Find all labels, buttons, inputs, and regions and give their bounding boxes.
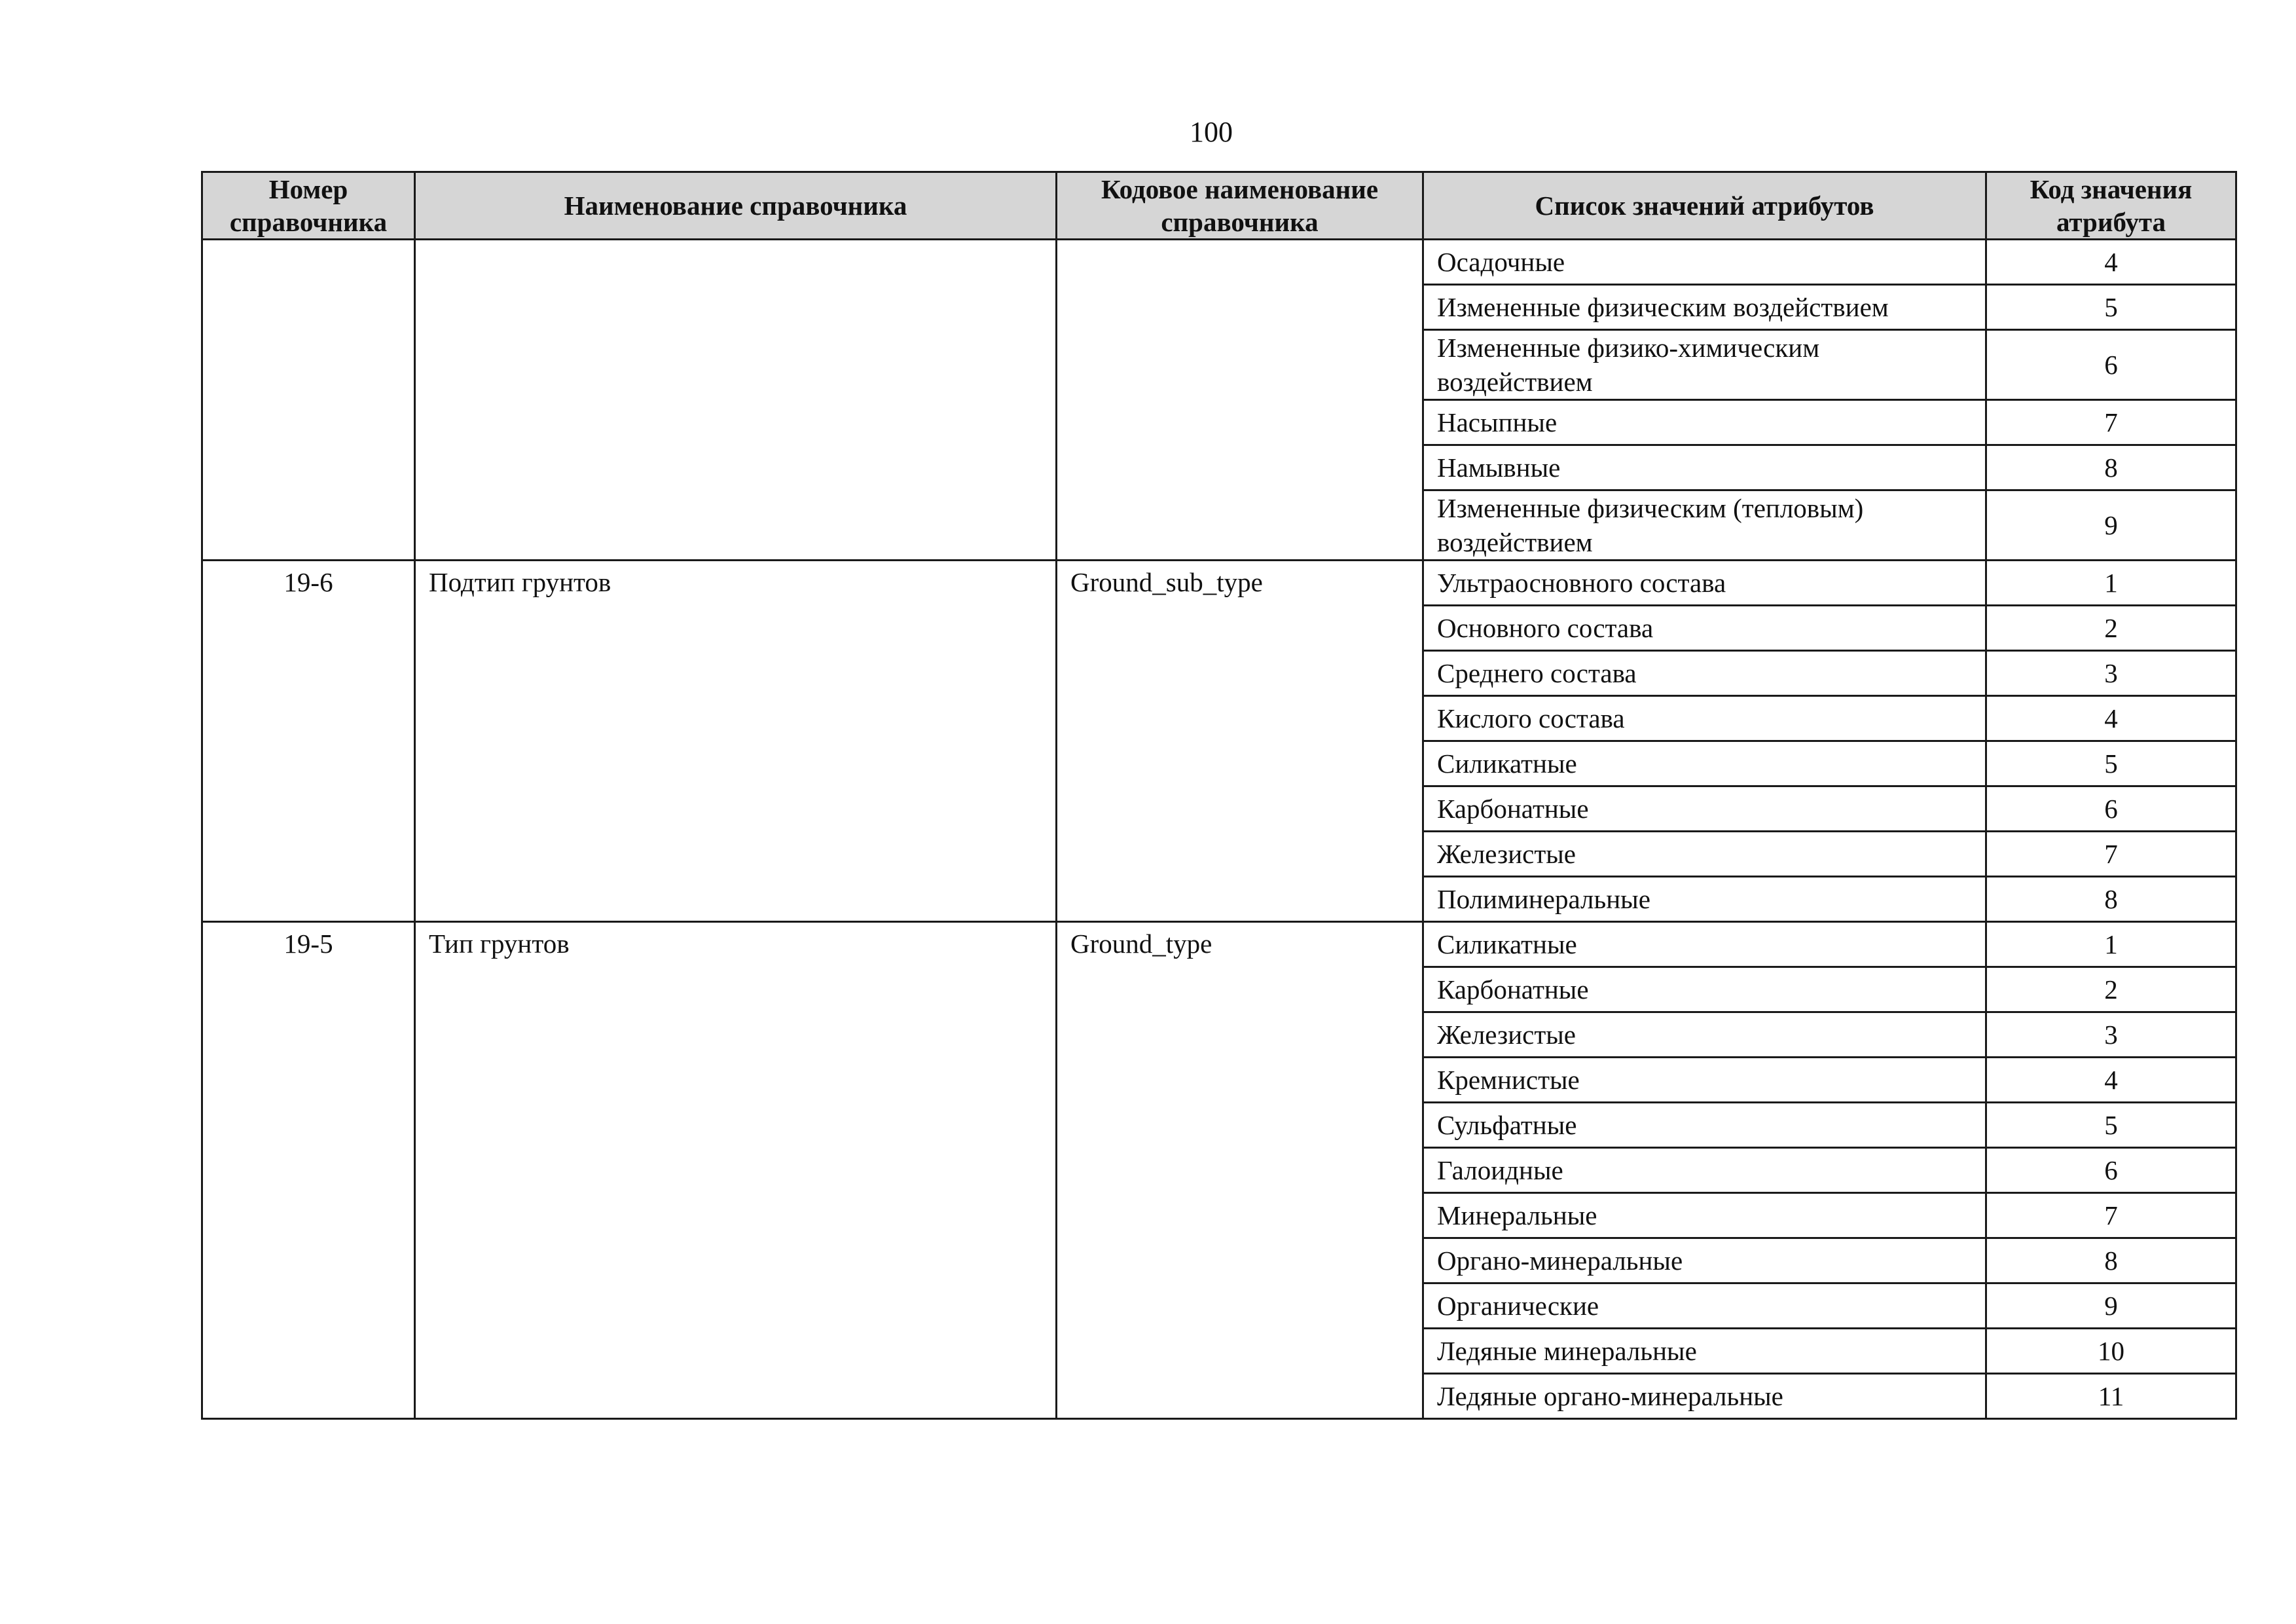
attribute-code: 9 [1986,490,2236,561]
attribute-code: 2 [1986,967,2236,1012]
attribute-value: Намывные [1423,445,1986,490]
attribute-code: 6 [1986,1148,2236,1193]
attribute-code: 1 [1986,561,2236,606]
attribute-value: Ультраосновного состава [1423,561,1986,606]
attribute-value: Ледяные минеральные [1423,1329,1986,1374]
attribute-value: Ледяные органо-минеральные [1423,1374,1986,1419]
attribute-code: 7 [1986,832,2236,877]
attribute-value: Сульфатные [1423,1103,1986,1148]
attribute-value: Кислого состава [1423,696,1986,741]
attribute-value: Полиминеральные [1423,877,1986,922]
header-row [202,172,2236,240]
attribute-code: 5 [1986,741,2236,786]
attribute-code: 8 [1986,1238,2236,1283]
page-number: 100 [1190,116,1233,148]
attribute-value: Карбонатные [1423,967,1986,1012]
attribute-code: 6 [1986,786,2236,832]
table-row [202,922,2236,967]
attribute-value: Насыпные [1423,400,1986,445]
attribute-value: Осадочные [1423,240,1986,285]
attribute-value: Основного состава [1423,606,1986,651]
directory-number: 19-5 [202,922,415,1419]
attribute-value: Минеральные [1423,1193,1986,1238]
attribute-code: 10 [1986,1329,2236,1374]
attribute-code: 3 [1986,1012,2236,1058]
directory-name: Подтип грунтов [415,561,1057,922]
attribute-value: Среднего состава [1423,651,1986,696]
attribute-code: 7 [1986,400,2236,445]
directory-number: 19-6 [202,561,415,922]
attribute-code: 4 [1986,1058,2236,1103]
attribute-value: Железистые [1423,832,1986,877]
header-code-name: Кодовое наименование справочника [1057,172,1423,240]
attribute-code: 3 [1986,651,2236,696]
directory-code-name [1057,240,1423,561]
table-body [202,240,2236,1419]
directory-name [415,240,1057,561]
attribute-code: 5 [1986,1103,2236,1148]
table-row [202,561,2236,606]
directory-name: Тип грунтов [415,922,1057,1419]
attribute-value: Силикатные [1423,741,1986,786]
table-row [202,240,2236,285]
attribute-value: Карбонатные [1423,786,1986,832]
attribute-value: Кремнистые [1423,1058,1986,1103]
attribute-value: Измененные физическим воздействием [1423,285,1986,330]
attribute-value: Железистые [1423,1012,1986,1058]
attribute-value: Измененные физико-химическим воздействием [1423,330,1986,400]
header-number: Номер справочника [202,172,415,240]
header-values: Список значений атрибутов [1423,172,1986,240]
attribute-value: Органо-минеральные [1423,1238,1986,1283]
header-name: Наименование справочника [415,172,1057,240]
attribute-code: 1 [1986,922,2236,967]
attribute-code: 2 [1986,606,2236,651]
header-value-code: Код значения атрибута [1986,172,2236,240]
attribute-value: Галоидные [1423,1148,1986,1193]
attribute-code: 4 [1986,240,2236,285]
attribute-code: 5 [1986,285,2236,330]
attribute-code: 6 [1986,330,2236,400]
attribute-code: 11 [1986,1374,2236,1419]
directory-code-name: Ground_sub_type [1057,561,1423,922]
attribute-value: Органические [1423,1283,1986,1329]
attribute-code: 4 [1986,696,2236,741]
attribute-value: Силикатные [1423,922,1986,967]
attribute-code: 7 [1986,1193,2236,1238]
attribute-code: 9 [1986,1283,2236,1329]
directory-number [202,240,415,561]
directory-code-name: Ground_type [1057,922,1423,1419]
attribute-value: Измененные физическим (тепловым) воздействием [1423,490,1986,561]
attribute-code: 8 [1986,445,2236,490]
attribute-code: 8 [1986,877,2236,922]
reference-table [201,171,2237,1420]
